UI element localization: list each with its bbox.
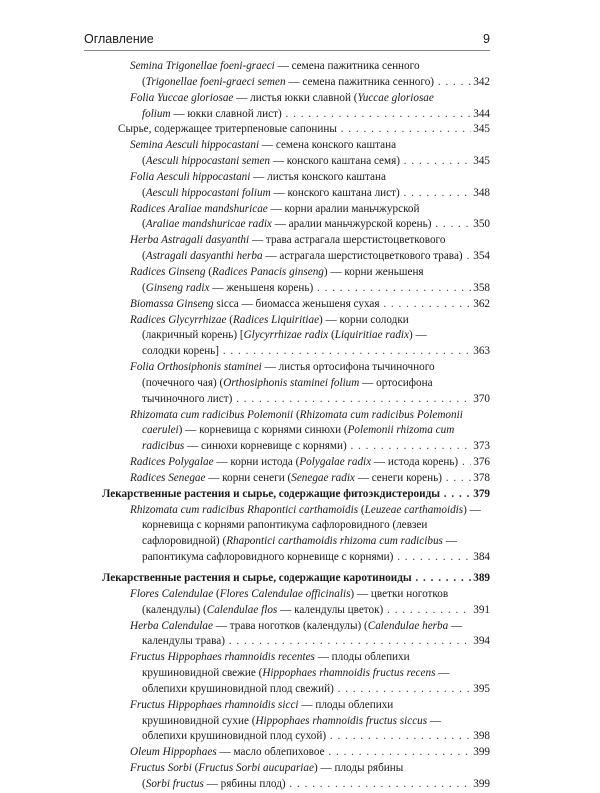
toc-line xyxy=(84,59,490,75)
toc-entry-text: Rhizomata cum radicibus Polemonii (Rhizomata cum radicibus Polemonii xyxy=(130,408,463,421)
toc-page-number: 342 xyxy=(471,75,490,91)
toc-entry-text: Oleum Hippophaes — масло облепиховое xyxy=(130,746,325,759)
header-rule xyxy=(84,50,490,51)
toc-line xyxy=(84,376,490,392)
toc-page-number: 344 xyxy=(471,107,490,123)
toc-page-number: 354 xyxy=(471,249,490,265)
toc-line xyxy=(84,587,490,603)
toc-entry-text: (лакричный корень) [Glycyrrhizae radix (Liquiritiae radix) — xyxy=(142,329,427,342)
toc-line xyxy=(84,471,490,487)
toc-line xyxy=(84,217,490,233)
toc-line xyxy=(84,487,490,503)
toc-page-number: 345 xyxy=(471,122,490,138)
toc-entry-text: Herba Calendulae — трава ноготков (календулы) (Calendulae herba — xyxy=(130,619,463,632)
toc-entry-text: (Aesculi hippocastani semen — конского каштана семя) xyxy=(142,155,400,168)
toc-line xyxy=(84,233,490,249)
toc-line xyxy=(84,122,490,138)
toc-entry-text: Folia Aesculi hippocastani — листья конского каштана xyxy=(130,170,386,183)
toc-page-number: 394 xyxy=(471,634,490,650)
toc-line xyxy=(84,265,490,281)
toc-line xyxy=(84,392,490,408)
toc-page-number: 370 xyxy=(471,392,490,408)
toc-line xyxy=(84,714,490,730)
toc-entry-text: (календулы) (Calendulae flos — календулы цветок) xyxy=(142,603,384,616)
toc-entry-text: Folia Orthosiphonis staminei — листья ортосифона тычиночного xyxy=(130,361,435,374)
toc-line xyxy=(84,91,490,107)
toc-line xyxy=(84,550,490,566)
toc-page-number: 363 xyxy=(471,344,490,360)
toc-line xyxy=(84,328,490,344)
toc-line xyxy=(84,619,490,635)
toc-line xyxy=(84,313,490,329)
toc-entry-text: (Sorbi fructus — рябины плод) xyxy=(142,777,286,790)
toc-page-number: 348 xyxy=(471,186,490,202)
toc-entry-text: Лекарственные растения и сырье, содержащие каротиноиды xyxy=(102,572,412,584)
toc-entry-text: (Trigonellae foeni-graeci semen — семена пажитника сенного) xyxy=(142,75,435,88)
toc-line xyxy=(84,439,490,455)
toc-entry-text: Flores Calendulae (Flores Calendulae officinalis) — цветки ноготков xyxy=(130,587,449,600)
toc-entry-text: сафлоровидной) (Rhapontici carthamoidis rhizoma cum radicibus — xyxy=(142,535,457,548)
toc-page-number: 378 xyxy=(471,471,490,487)
toc-entry-text: (почечного чая) (Orthosiphonis staminei folium — ортосифона xyxy=(142,376,433,389)
toc-entry-text: Herba Astragali dasyanthi — трава астрагала шерстистоцветкового xyxy=(130,234,446,247)
toc-line xyxy=(84,666,490,682)
toc-entry-text: Fructus Hippophaes rhamnoidis recentes — плоды облепихи xyxy=(130,651,410,664)
table-of-contents xyxy=(84,59,490,793)
toc-entry-text: (Aesculi hippocastani folium — конского каштана лист) xyxy=(142,186,400,199)
toc-line xyxy=(84,745,490,761)
toc-entry-text: корневища с корнями рапонтикума сафлоровидного (левзеи xyxy=(142,519,428,532)
toc-line xyxy=(84,761,490,777)
running-title: Оглавление xyxy=(84,32,154,46)
toc-entry-text: Semina Trigonellae foeni-graeci — семена пажитника сенного xyxy=(130,60,420,72)
toc-entry-text: Radices Ginseng (Radices Panacis ginseng) — корни женьшеня xyxy=(130,265,424,278)
toc-line xyxy=(84,503,490,519)
toc-entry-text: Сырье, содержащее тритерпеновые сапонины xyxy=(118,123,337,136)
toc-line xyxy=(84,534,490,550)
toc-line xyxy=(84,455,490,471)
toc-page-number: 391 xyxy=(471,603,490,619)
toc-line xyxy=(84,138,490,154)
toc-page-number: 350 xyxy=(471,217,490,233)
toc-entry-text: календулы трава) xyxy=(142,635,225,648)
toc-entry-text: рапонтикума сафлоровидного корневище с корнями) xyxy=(142,551,394,564)
toc-line xyxy=(84,571,490,587)
toc-page-number: 389 xyxy=(471,571,490,587)
toc-entry-text: солодки корень] xyxy=(142,345,220,358)
toc-page-number: 395 xyxy=(471,682,490,698)
toc-page-number: 358 xyxy=(471,281,490,297)
toc-entry-text: Radices Araliae mandshuricae — корни аралии маньчжурской xyxy=(130,202,420,215)
toc-page-number: 398 xyxy=(471,729,490,745)
toc-page-number: 384 xyxy=(471,550,490,566)
toc-page-number: 373 xyxy=(471,439,490,455)
toc-entry-text: Biomassa Ginseng sicca — биомасса женьшеня сухая xyxy=(130,297,380,310)
toc-line xyxy=(84,202,490,218)
toc-line xyxy=(84,154,490,170)
toc-entry-text: облепихи крушиновидной плод сухой) xyxy=(142,730,327,743)
toc-entry-text: крушиновидной свежие (Hippophaes rhamnoidis fructus recens — xyxy=(142,667,450,680)
toc-line xyxy=(84,423,490,439)
toc-page-number: 362 xyxy=(471,297,490,313)
toc-line xyxy=(84,682,490,698)
toc-entry-text: Folia Yuccae gloriosae — листья юкки славной (Yuccae gloriosae xyxy=(130,91,434,104)
toc-line xyxy=(84,107,490,123)
toc-line xyxy=(84,360,490,376)
toc-entry-text: тычиночного лист) xyxy=(142,392,233,405)
toc-line xyxy=(84,170,490,186)
toc-entry-text: Radices Polygalae — корни истода (Polygalae radix — истода корень) xyxy=(130,456,459,469)
toc-entry-text: caerulei) — корневища с корнями синюхи (Polemonii rhizoma cum xyxy=(142,424,455,437)
toc-line xyxy=(84,344,490,360)
toc-entry-text: облепихи крушиновидной плод свежий) xyxy=(142,682,334,695)
toc-entry-text: (Araliae mandshuricae radix — аралии маньчжурской корень) xyxy=(142,218,432,231)
toc-line xyxy=(84,634,490,650)
toc-line xyxy=(84,603,490,619)
toc-line xyxy=(84,249,490,265)
toc-page-number: 376 xyxy=(471,455,490,471)
toc-page-number: 399 xyxy=(471,777,490,793)
toc-page-number: 379 xyxy=(471,487,490,503)
toc-page-number: 399 xyxy=(471,745,490,761)
toc-line xyxy=(84,777,490,793)
page-number: 9 xyxy=(483,32,490,46)
toc-line xyxy=(84,297,490,313)
toc-page-number: 345 xyxy=(471,154,490,170)
toc-entry-text: (Ginseng radix — женьшеня корень) xyxy=(142,281,314,294)
toc-line xyxy=(84,698,490,714)
toc-entry-text: folium — юкки славной лист) xyxy=(142,107,282,120)
toc-line xyxy=(84,75,490,91)
toc-entry-text: Лекарственные растения и сырье, содержащие фитоэкдистероиды xyxy=(102,487,440,500)
toc-entry-text: Fructus Hippophaes rhamnoidis sicci — плоды облепихи xyxy=(130,698,394,711)
toc-line xyxy=(84,408,490,424)
toc-entry-text: radicibus — синюхи корневище с корнями) xyxy=(142,440,347,453)
toc-entry-text: Radices Glycyrrhizae (Radices Liquiritiae) — корни солодки xyxy=(130,313,409,326)
toc-line xyxy=(84,281,490,297)
toc-entry-text: Semina Aesculi hippocastani — семена конского каштана xyxy=(130,139,397,152)
toc-entry-text: крушиновидной сухие (Hippophaes rhamnoidis fructus siccus — xyxy=(142,714,442,727)
toc-line xyxy=(84,729,490,745)
toc-entry-text: Radices Senegae — корни сенеги (Senegae radix — сенеги корень) xyxy=(130,471,442,484)
toc-entry-text: Rhizomata cum radicibus Rhapontici carthamoidis (Leuzeae carthamoidis) — xyxy=(130,503,481,516)
toc-entry-text: (Astragali dasyanthi herba — астрагала шерстистоцветкового трава) xyxy=(142,250,463,263)
toc-line xyxy=(84,650,490,666)
toc-line xyxy=(84,186,490,202)
toc-line xyxy=(84,518,490,534)
toc-entry-text: Fructus Sorbi (Fructus Sorbi aucupariae) — плоды рябины xyxy=(130,762,404,775)
